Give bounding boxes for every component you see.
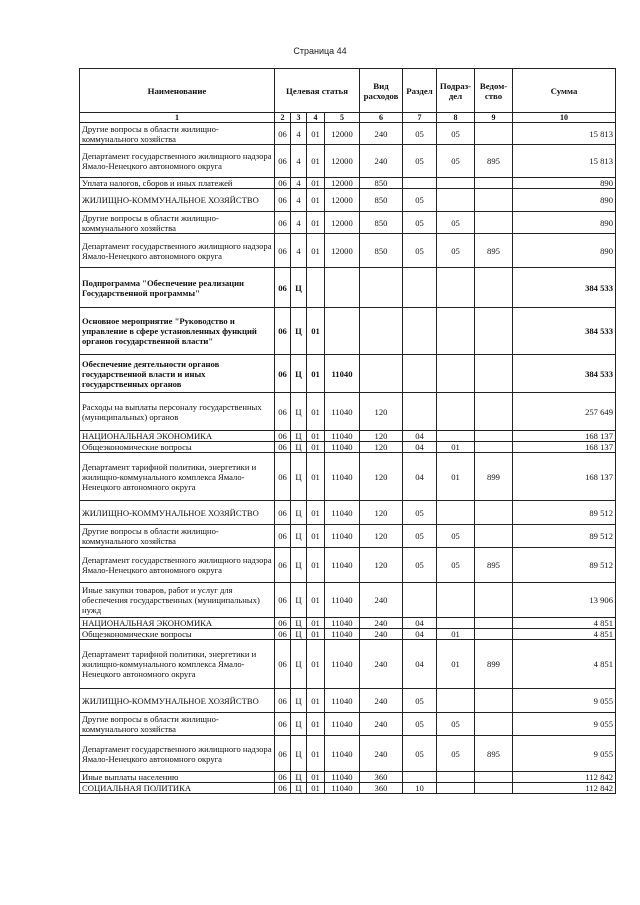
expense-type-cell: 850 xyxy=(360,234,403,268)
target-code-subprogram-cell: Ц xyxy=(291,689,307,713)
target-code-event-cell: 01 xyxy=(307,442,325,453)
target-code-direction-cell: 11040 xyxy=(325,442,360,453)
row-name-cell: Уплата налогов, сборов и иных платежей xyxy=(80,178,275,189)
row-name-cell: Департамент тарифной политики, энергетики и жилищно-коммунального комплекса Ямало-Ненецкого автономного округа xyxy=(80,640,275,689)
target-code-direction-cell: 11040 xyxy=(325,640,360,689)
target-code-program-cell: 06 xyxy=(275,453,291,501)
target-code-subprogram-cell: 4 xyxy=(291,234,307,268)
target-code-subprogram-cell: Ц xyxy=(291,783,307,794)
section-cell xyxy=(403,393,437,431)
target-code-subprogram-cell: 4 xyxy=(291,145,307,178)
target-code-direction-cell: 12000 xyxy=(325,123,360,145)
table-row xyxy=(80,268,616,308)
department-cell: 899 xyxy=(475,640,513,689)
department-cell xyxy=(475,525,513,548)
expense-type-cell: 120 xyxy=(360,525,403,548)
row-name-cell: Департамент государственного жилищного надзора Ямало-Ненецкого автономного округа xyxy=(80,548,275,583)
table-header-row xyxy=(80,69,616,113)
amount-cell: 15 813 xyxy=(513,145,616,178)
target-code-program-cell: 06 xyxy=(275,772,291,783)
target-code-subprogram-cell: Ц xyxy=(291,525,307,548)
target-code-subprogram-cell: 4 xyxy=(291,123,307,145)
target-code-event-cell: 01 xyxy=(307,548,325,583)
row-name-cell: Другие вопросы в области жилищно-коммунального хозяйства xyxy=(80,212,275,234)
target-code-direction-cell: 11040 xyxy=(325,736,360,772)
target-code-program-cell: 06 xyxy=(275,393,291,431)
header-section: Раздел xyxy=(403,69,437,113)
row-name-cell: ЖИЛИЩНО-КОММУНАЛЬНОЕ ХОЗЯЙСТВО xyxy=(80,501,275,525)
target-code-program-cell: 06 xyxy=(275,355,291,393)
amount-cell: 257 649 xyxy=(513,393,616,431)
target-code-direction-cell: 11040 xyxy=(325,629,360,640)
header-department: Ведом-ство xyxy=(475,69,513,113)
column-number: 7 xyxy=(403,113,437,123)
section-cell: 05 xyxy=(403,145,437,178)
row-name-cell: Подпрограмма "Обеспечение реализации Государственной программы" xyxy=(80,268,275,308)
target-code-event-cell: 01 xyxy=(307,453,325,501)
row-name-cell: Департамент государственного жилищного надзора Ямало-Ненецкого автономного округа xyxy=(80,145,275,178)
row-name-cell: Другие вопросы в области жилищно-коммунального хозяйства xyxy=(80,713,275,736)
subsection-cell: 05 xyxy=(437,234,475,268)
section-cell: 04 xyxy=(403,442,437,453)
target-code-subprogram-cell: Ц xyxy=(291,548,307,583)
header-subsection: Подраз-дел xyxy=(437,69,475,113)
table-row xyxy=(80,212,616,234)
department-cell xyxy=(475,501,513,525)
amount-cell: 168 137 xyxy=(513,453,616,501)
target-code-subprogram-cell: Ц xyxy=(291,268,307,308)
subsection-cell: 05 xyxy=(437,713,475,736)
target-code-program-cell: 06 xyxy=(275,145,291,178)
amount-cell: 9 055 xyxy=(513,713,616,736)
target-code-program-cell: 06 xyxy=(275,212,291,234)
target-code-program-cell: 06 xyxy=(275,501,291,525)
target-code-direction-cell: 11040 xyxy=(325,783,360,794)
department-cell xyxy=(475,355,513,393)
subsection-cell xyxy=(437,689,475,713)
target-code-direction-cell: 12000 xyxy=(325,189,360,212)
target-code-event-cell: 01 xyxy=(307,355,325,393)
target-code-program-cell: 06 xyxy=(275,268,291,308)
amount-cell: 890 xyxy=(513,189,616,212)
department-cell xyxy=(475,629,513,640)
target-code-event-cell: 01 xyxy=(307,783,325,794)
target-code-direction-cell: 11040 xyxy=(325,453,360,501)
row-name-cell: Другие вопросы в области жилищно-коммунального хозяйства xyxy=(80,123,275,145)
expense-type-cell: 360 xyxy=(360,772,403,783)
amount-cell: 4 851 xyxy=(513,618,616,629)
header-target-article: Целевая статья xyxy=(275,69,360,113)
subsection-cell xyxy=(437,189,475,212)
expense-type-cell: 240 xyxy=(360,583,403,618)
department-cell xyxy=(475,772,513,783)
column-number: 2 xyxy=(275,113,291,123)
target-code-event-cell: 01 xyxy=(307,234,325,268)
amount-cell: 168 137 xyxy=(513,431,616,442)
target-code-program-cell: 06 xyxy=(275,629,291,640)
row-name-cell: Другие вопросы в области жилищно-коммунального хозяйства xyxy=(80,525,275,548)
section-cell xyxy=(403,583,437,618)
target-code-direction-cell: 11040 xyxy=(325,713,360,736)
subsection-cell: 01 xyxy=(437,640,475,689)
target-code-subprogram-cell: Ц xyxy=(291,453,307,501)
section-cell: 05 xyxy=(403,234,437,268)
section-cell: 04 xyxy=(403,618,437,629)
table-row xyxy=(80,525,616,548)
target-code-subprogram-cell: Ц xyxy=(291,393,307,431)
target-code-direction-cell xyxy=(325,268,360,308)
expense-type-cell: 850 xyxy=(360,178,403,189)
subsection-cell: 05 xyxy=(437,525,475,548)
table-row xyxy=(80,772,616,783)
section-cell xyxy=(403,268,437,308)
target-code-event-cell: 01 xyxy=(307,431,325,442)
target-code-direction-cell: 12000 xyxy=(325,145,360,178)
table-row xyxy=(80,189,616,212)
target-code-program-cell: 06 xyxy=(275,431,291,442)
department-cell xyxy=(475,178,513,189)
table-row xyxy=(80,355,616,393)
section-cell: 04 xyxy=(403,640,437,689)
target-code-direction-cell xyxy=(325,308,360,355)
section-cell: 04 xyxy=(403,431,437,442)
expense-type-cell: 240 xyxy=(360,736,403,772)
department-cell: 899 xyxy=(475,453,513,501)
target-code-direction-cell: 11040 xyxy=(325,618,360,629)
target-code-subprogram-cell: Ц xyxy=(291,583,307,618)
target-code-event-cell: 01 xyxy=(307,618,325,629)
page-number-label: Страница 44 xyxy=(293,46,347,56)
amount-cell: 89 512 xyxy=(513,501,616,525)
table-row xyxy=(80,234,616,268)
department-cell: 895 xyxy=(475,234,513,268)
table-row xyxy=(80,689,616,713)
amount-cell: 13 906 xyxy=(513,583,616,618)
target-code-event-cell: 01 xyxy=(307,212,325,234)
row-name-cell: Департамент тарифной политики, энергетики и жилищно-коммунального комплекса Ямало-Ненецкого автономного округа xyxy=(80,453,275,501)
target-code-direction-cell: 11040 xyxy=(325,431,360,442)
expense-type-cell xyxy=(360,308,403,355)
subsection-cell xyxy=(437,772,475,783)
amount-cell: 112 842 xyxy=(513,772,616,783)
target-code-program-cell: 06 xyxy=(275,308,291,355)
target-code-direction-cell: 11040 xyxy=(325,548,360,583)
section-cell: 05 xyxy=(403,501,437,525)
row-name-cell: Иные выплаты населению xyxy=(80,772,275,783)
column-number: 8 xyxy=(437,113,475,123)
row-name-cell: Общеэкономические вопросы xyxy=(80,629,275,640)
amount-cell: 384 533 xyxy=(513,308,616,355)
expense-type-cell: 120 xyxy=(360,453,403,501)
target-code-subprogram-cell: Ц xyxy=(291,442,307,453)
expense-type-cell: 240 xyxy=(360,629,403,640)
department-cell xyxy=(475,268,513,308)
table-row xyxy=(80,618,616,629)
department-cell xyxy=(475,123,513,145)
table-row xyxy=(80,308,616,355)
row-name-cell: НАЦИОНАЛЬНАЯ ЭКОНОМИКА xyxy=(80,618,275,629)
row-name-cell: ЖИЛИЩНО-КОММУНАЛЬНОЕ ХОЗЯЙСТВО xyxy=(80,189,275,212)
column-number: 3 xyxy=(291,113,307,123)
section-cell: 04 xyxy=(403,453,437,501)
target-code-direction-cell: 11040 xyxy=(325,583,360,618)
subsection-cell: 05 xyxy=(437,123,475,145)
subsection-cell xyxy=(437,268,475,308)
target-code-event-cell: 01 xyxy=(307,640,325,689)
column-number: 4 xyxy=(307,113,325,123)
target-code-subprogram-cell: 4 xyxy=(291,178,307,189)
target-code-subprogram-cell: Ц xyxy=(291,431,307,442)
target-code-program-cell: 06 xyxy=(275,736,291,772)
target-code-event-cell: 01 xyxy=(307,629,325,640)
section-cell xyxy=(403,178,437,189)
amount-cell: 384 533 xyxy=(513,355,616,393)
subsection-cell xyxy=(437,583,475,618)
subsection-cell: 01 xyxy=(437,442,475,453)
department-cell: 895 xyxy=(475,548,513,583)
expense-type-cell xyxy=(360,268,403,308)
amount-cell: 9 055 xyxy=(513,689,616,713)
budget-table xyxy=(79,68,616,794)
amount-cell: 15 813 xyxy=(513,123,616,145)
target-code-direction-cell: 12000 xyxy=(325,212,360,234)
target-code-event-cell: 01 xyxy=(307,525,325,548)
target-code-event-cell: 01 xyxy=(307,772,325,783)
column-number: 10 xyxy=(513,113,616,123)
amount-cell: 890 xyxy=(513,212,616,234)
target-code-direction-cell: 11040 xyxy=(325,689,360,713)
target-code-subprogram-cell: 4 xyxy=(291,189,307,212)
target-code-subprogram-cell: Ц xyxy=(291,640,307,689)
column-number: 1 xyxy=(80,113,275,123)
expense-type-cell xyxy=(360,355,403,393)
section-cell: 04 xyxy=(403,629,437,640)
table-row xyxy=(80,393,616,431)
department-cell xyxy=(475,783,513,794)
target-code-program-cell: 06 xyxy=(275,442,291,453)
row-name-cell: Общеэкономические вопросы xyxy=(80,442,275,453)
expense-type-cell: 360 xyxy=(360,783,403,794)
amount-cell: 890 xyxy=(513,178,616,189)
subsection-cell: 01 xyxy=(437,453,475,501)
table-row xyxy=(80,178,616,189)
expense-type-cell: 120 xyxy=(360,431,403,442)
target-code-program-cell: 06 xyxy=(275,123,291,145)
department-cell xyxy=(475,713,513,736)
expense-type-cell: 120 xyxy=(360,548,403,583)
section-cell: 05 xyxy=(403,189,437,212)
amount-cell: 4 851 xyxy=(513,640,616,689)
section-cell: 05 xyxy=(403,123,437,145)
expense-type-cell: 850 xyxy=(360,212,403,234)
row-name-cell: Основное мероприятие "Руководство и управление в сфере установленных функций органов государственной власти" xyxy=(80,308,275,355)
target-code-direction-cell: 11040 xyxy=(325,355,360,393)
section-cell xyxy=(403,308,437,355)
header-name: Наименование xyxy=(80,69,275,113)
target-code-direction-cell: 11040 xyxy=(325,501,360,525)
department-cell: 895 xyxy=(475,145,513,178)
row-name-cell: ЖИЛИЩНО-КОММУНАЛЬНОЕ ХОЗЯЙСТВО xyxy=(80,689,275,713)
row-name-cell: Иные закупки товаров, работ и услуг для обеспечения государственных (муниципальных) нужд xyxy=(80,583,275,618)
table-row xyxy=(80,501,616,525)
row-name-cell: СОЦИАЛЬНАЯ ПОЛИТИКА xyxy=(80,783,275,794)
column-number: 9 xyxy=(475,113,513,123)
expense-type-cell: 120 xyxy=(360,442,403,453)
target-code-program-cell: 06 xyxy=(275,618,291,629)
target-code-subprogram-cell: Ц xyxy=(291,713,307,736)
department-cell xyxy=(475,618,513,629)
row-name-cell: Расходы на выплаты персоналу государственных (муниципальных) органов xyxy=(80,393,275,431)
target-code-subprogram-cell: Ц xyxy=(291,618,307,629)
department-cell xyxy=(475,393,513,431)
column-number: 5 xyxy=(325,113,360,123)
row-name-cell: Департамент государственного жилищного надзора Ямало-Ненецкого автономного округа xyxy=(80,736,275,772)
column-number: 6 xyxy=(360,113,403,123)
subsection-cell xyxy=(437,618,475,629)
target-code-event-cell: 01 xyxy=(307,308,325,355)
expense-type-cell: 850 xyxy=(360,189,403,212)
expense-type-cell: 240 xyxy=(360,145,403,178)
target-code-direction-cell: 12000 xyxy=(325,178,360,189)
subsection-cell: 01 xyxy=(437,629,475,640)
expense-type-cell: 240 xyxy=(360,123,403,145)
target-code-event-cell: 01 xyxy=(307,736,325,772)
table-row xyxy=(80,640,616,689)
target-code-event-cell: 01 xyxy=(307,501,325,525)
target-code-direction-cell: 11040 xyxy=(325,525,360,548)
target-code-event-cell: 01 xyxy=(307,145,325,178)
target-code-program-cell: 06 xyxy=(275,189,291,212)
department-cell xyxy=(475,308,513,355)
department-cell xyxy=(475,689,513,713)
target-code-event-cell: 01 xyxy=(307,393,325,431)
target-code-event-cell: 01 xyxy=(307,123,325,145)
table-row xyxy=(80,548,616,583)
section-cell: 05 xyxy=(403,212,437,234)
target-code-event-cell: 01 xyxy=(307,189,325,212)
target-code-program-cell: 06 xyxy=(275,583,291,618)
subsection-cell: 05 xyxy=(437,736,475,772)
target-code-subprogram-cell: Ц xyxy=(291,308,307,355)
subsection-cell: 05 xyxy=(437,548,475,583)
amount-cell: 89 512 xyxy=(513,548,616,583)
amount-cell: 890 xyxy=(513,234,616,268)
expense-type-cell: 240 xyxy=(360,618,403,629)
subsection-cell xyxy=(437,501,475,525)
subsection-cell: 05 xyxy=(437,212,475,234)
table-row xyxy=(80,442,616,453)
section-cell: 05 xyxy=(403,689,437,713)
expense-type-cell: 240 xyxy=(360,713,403,736)
section-cell: 05 xyxy=(403,736,437,772)
section-cell: 05 xyxy=(403,713,437,736)
expense-type-cell: 120 xyxy=(360,393,403,431)
target-code-event-cell: 01 xyxy=(307,178,325,189)
subsection-cell xyxy=(437,308,475,355)
table-row xyxy=(80,431,616,442)
section-cell xyxy=(403,772,437,783)
target-code-subprogram-cell: Ц xyxy=(291,355,307,393)
target-code-program-cell: 06 xyxy=(275,234,291,268)
subsection-cell xyxy=(437,178,475,189)
expense-type-cell: 240 xyxy=(360,689,403,713)
subsection-cell xyxy=(437,431,475,442)
table-row xyxy=(80,123,616,145)
target-code-event-cell: 01 xyxy=(307,689,325,713)
target-code-program-cell: 06 xyxy=(275,178,291,189)
table-row xyxy=(80,736,616,772)
subsection-cell xyxy=(437,355,475,393)
subsection-cell xyxy=(437,783,475,794)
target-code-direction-cell: 11040 xyxy=(325,772,360,783)
amount-cell: 384 533 xyxy=(513,268,616,308)
expense-type-cell: 120 xyxy=(360,501,403,525)
table-row xyxy=(80,145,616,178)
target-code-event-cell: 01 xyxy=(307,713,325,736)
department-cell xyxy=(475,431,513,442)
department-cell xyxy=(475,583,513,618)
target-code-subprogram-cell: Ц xyxy=(291,736,307,772)
department-cell xyxy=(475,189,513,212)
target-code-subprogram-cell: Ц xyxy=(291,772,307,783)
table-row xyxy=(80,713,616,736)
table-row xyxy=(80,783,616,794)
target-code-subprogram-cell: Ц xyxy=(291,501,307,525)
column-number-row xyxy=(80,113,616,123)
amount-cell: 4 851 xyxy=(513,629,616,640)
department-cell xyxy=(475,212,513,234)
target-code-program-cell: 06 xyxy=(275,548,291,583)
target-code-program-cell: 06 xyxy=(275,689,291,713)
target-code-program-cell: 06 xyxy=(275,713,291,736)
header-amount: Сумма xyxy=(513,69,616,113)
row-name-cell: Обеспечение деятельности органов государственной власти и иных государственных органов xyxy=(80,355,275,393)
amount-cell: 89 512 xyxy=(513,525,616,548)
row-name-cell: Департамент государственного жилищного надзора Ямало-Ненецкого автономного округа xyxy=(80,234,275,268)
section-cell: 10 xyxy=(403,783,437,794)
subsection-cell: 05 xyxy=(437,145,475,178)
row-name-cell: НАЦИОНАЛЬНАЯ ЭКОНОМИКА xyxy=(80,431,275,442)
amount-cell: 9 055 xyxy=(513,736,616,772)
subsection-cell xyxy=(437,393,475,431)
table-row xyxy=(80,629,616,640)
target-code-subprogram-cell: Ц xyxy=(291,629,307,640)
header-expense-type: Вид расходов xyxy=(360,69,403,113)
target-code-event-cell xyxy=(307,268,325,308)
target-code-subprogram-cell: 4 xyxy=(291,212,307,234)
expense-type-cell: 240 xyxy=(360,640,403,689)
section-cell: 05 xyxy=(403,548,437,583)
table-row xyxy=(80,453,616,501)
target-code-event-cell: 01 xyxy=(307,583,325,618)
section-cell xyxy=(403,355,437,393)
table-row xyxy=(80,583,616,618)
target-code-direction-cell: 12000 xyxy=(325,234,360,268)
target-code-program-cell: 06 xyxy=(275,525,291,548)
amount-cell: 168 137 xyxy=(513,442,616,453)
section-cell: 05 xyxy=(403,525,437,548)
target-code-program-cell: 06 xyxy=(275,640,291,689)
amount-cell: 112 842 xyxy=(513,783,616,794)
department-cell: 895 xyxy=(475,736,513,772)
target-code-program-cell: 06 xyxy=(275,783,291,794)
target-code-direction-cell: 11040 xyxy=(325,393,360,431)
department-cell xyxy=(475,442,513,453)
